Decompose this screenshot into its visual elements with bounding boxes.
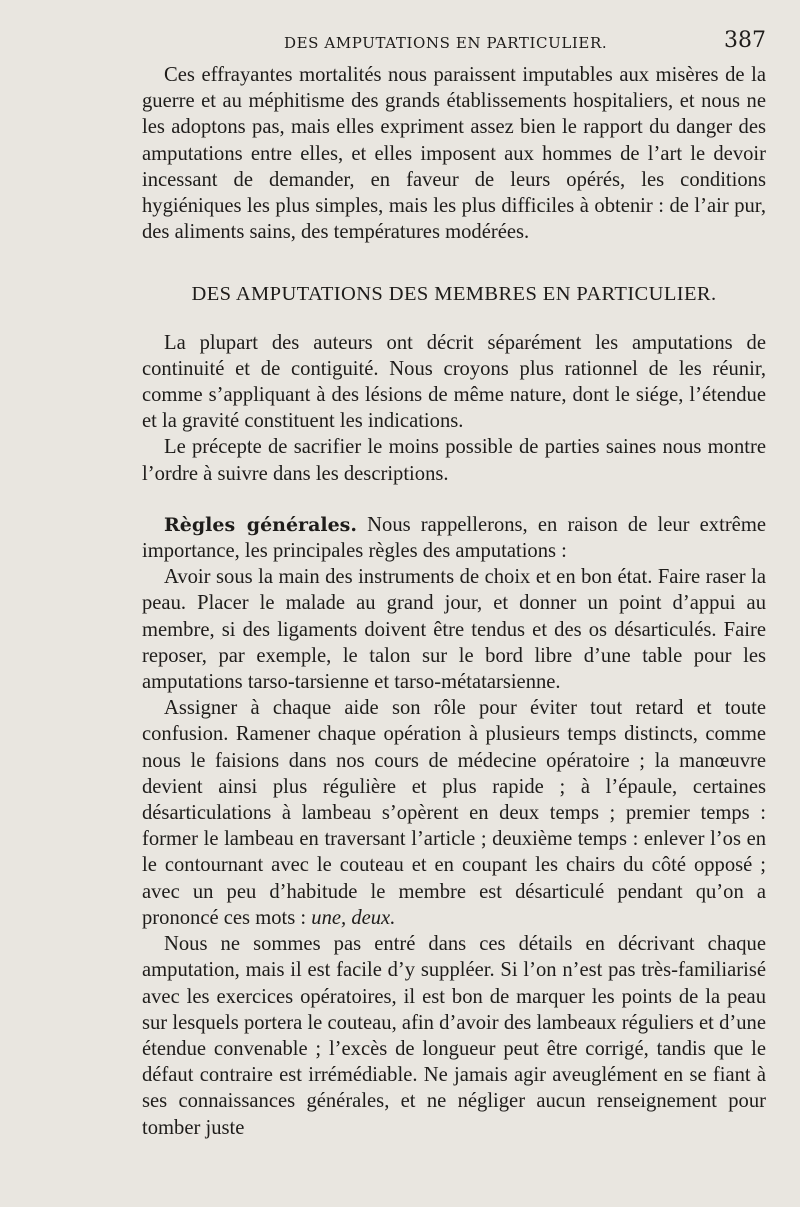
paragraph: Ces effrayantes mortalités nous paraissent imputables aux misères de la guerre et au méphitisme des grands établissements hospitaliers, et nous ne les adoptons pas, mais elles expriment assez bien le rapport du danger des amputations entre elles, et elles imposent aux hommes de l’art le devoir incessant de demander, en faveur de leurs opérés, les conditions hygiéniques les plus simples, mais les plus difficiles à obtenir : de l’air pur, des aliments sains, des températures modérées. bbox=[142, 64, 766, 244]
paragraph-rules bbox=[142, 512, 766, 564]
paragraph-text: Assigner à chaque aide son rôle pour éviter tout retard et toute confusion. Ramener chaque opération à plusieurs temps distincts, comme nous le faisions dans nos cours de médecine opératoire ; la manœuvre devient ainsi plus régulière et plus rapide ; à l’épaule, certaines désarticulations à lambeau s’opèrent en deux temps ; premier temps : former le lambeau en traversant l’article ; deuxième temps : enlever l’os en le contournant avec le couteau et en coupant les chairs du côté opposé ; avec un peu d’habitude le membre est désarticulé pendant qu’on a prononcé ces mots : bbox=[142, 697, 766, 929]
page-number: 387 bbox=[724, 28, 766, 53]
paragraph: Avoir sous la main des instruments de choix et en bon état. Faire raser la peau. Placer le malade au grand jour, et donner un point d’appui au membre, si des ligaments doivent être tendus et des os désarticulés. Faire reposer, par exemple, le talon sur le bord libre d’une table pour les amputations tarso-tarsienne et tarso-métatarsienne. bbox=[142, 566, 766, 694]
paragraph: Nous ne sommes pas entré dans ces détails en décrivant chaque amputation, mais il est facile d’y suppléer. Si l’on n’est pas très-familiarisé avec les exercices opératoires, il est bon de marquer les points de la peau sur lesquels portera le couteau, afin d’avoir des lambeaux réguliers et d’une étendue convenable ; l’excès de longueur peut être corrigé, tandis que le défaut contraire est irrémédiable. Ne jamais agir aveuglément en se fiant à ses connaissances générales, et ne négliger aucun renseignement pour tomber juste bbox=[142, 933, 766, 1139]
spacer bbox=[142, 487, 766, 512]
paragraph: Le précepte de sacrifier le moins possible de parties saines nous montre l’ordre à suivre dans les descriptions. bbox=[142, 436, 766, 485]
section-title: DES AMPUTATIONS DES MEMBRES EN PARTICULIER. bbox=[191, 283, 717, 306]
paragraph bbox=[142, 695, 766, 931]
italic-phrase: une, deux. bbox=[311, 906, 396, 929]
running-header bbox=[142, 26, 766, 56]
rules-intro: Nous rappellerons, en raison de leur extrême importance, les principales règles des amputations : bbox=[142, 513, 766, 563]
body-text bbox=[142, 62, 766, 1141]
running-title: DES AMPUTATIONS EN PARTICULIER. bbox=[284, 34, 608, 52]
paragraph: La plupart des auteurs ont décrit séparément les amputations de continuité et de contiguité. Nous croyons plus rationnel de les réunir, comme s’appliquant à des lésions de même nature, dont le siége, l’étendue et la gravité constituent les indications. bbox=[142, 331, 766, 433]
rules-heading: Règles générales. bbox=[164, 513, 357, 536]
